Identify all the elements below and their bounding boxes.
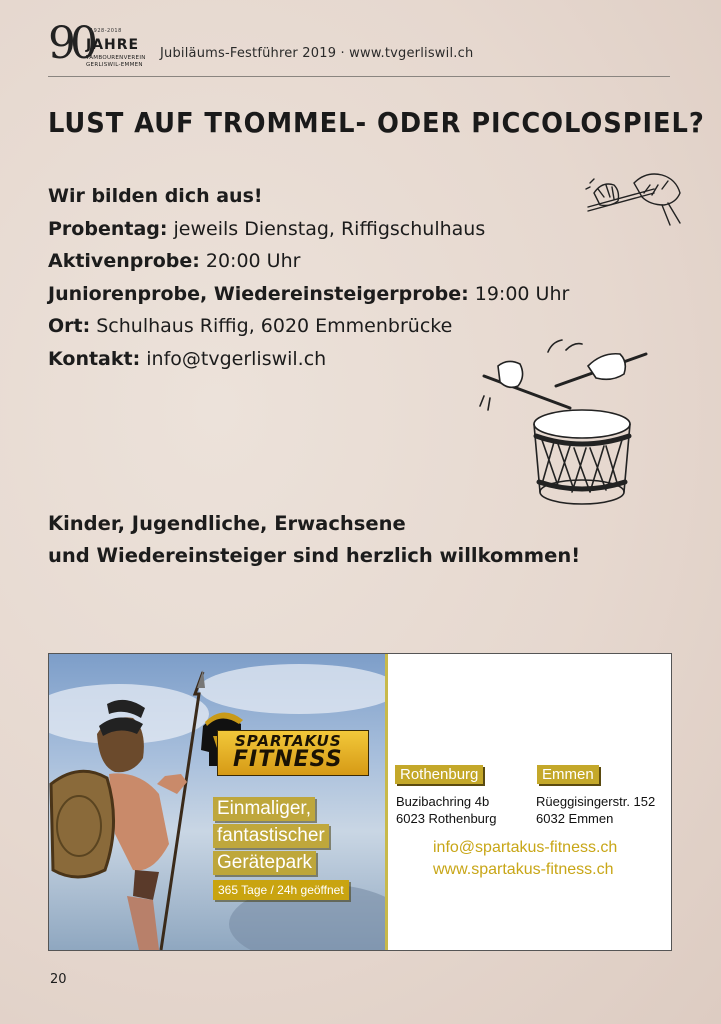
info-row-aktivenprobe xyxy=(48,245,569,278)
page-number: 20 xyxy=(50,972,67,987)
header-text: Jubiläums-Festführer 2019 · www.tvgerliswil.ch xyxy=(160,46,474,61)
info-row-probentag xyxy=(48,213,569,246)
address-city: 6023 Rothenburg xyxy=(396,811,497,826)
welcome-line2: und Wiedereinsteiger sind herzlich willkommen! xyxy=(48,544,581,567)
slogan-line: Einmaliger, xyxy=(213,797,315,821)
info-value: jeweils Dienstag, Riffigschulhaus xyxy=(167,217,486,240)
slogan-line: fantastischer xyxy=(213,824,329,848)
spartakus-fitness-ad[interactable] xyxy=(48,653,672,951)
ad-website-link[interactable]: www.spartakus-fitness.ch xyxy=(433,861,614,878)
address-city: 6032 Emmen xyxy=(536,811,614,826)
logo-org xyxy=(86,55,146,69)
welcome-line1: Kinder, Jugendliche, Erwachsene xyxy=(48,512,406,535)
info-label: Juniorenprobe, Wiedereinsteigerprobe: xyxy=(48,282,469,305)
brand-name-line2: FITNESS xyxy=(233,747,343,772)
brand-name-line1: SPARTAKUS xyxy=(235,732,342,750)
ad-contact xyxy=(433,837,617,881)
header-divider xyxy=(48,76,670,77)
info-value: Schulhaus Riffig, 6020 Emmenbrücke xyxy=(90,315,453,337)
location-label-emmen: Emmen xyxy=(537,765,599,784)
location-label-rothenburg: Rothenburg xyxy=(395,765,483,784)
drum-illustration xyxy=(478,336,658,518)
logo-word: JAHRE xyxy=(86,37,140,53)
logo-org-line2: GERLISWIL-EMMEN xyxy=(86,62,143,68)
address-street: Rüeggisingerstr. 152 xyxy=(536,794,656,809)
info-label: Ort: xyxy=(48,315,91,337)
logo-number: 90 xyxy=(48,18,92,69)
info-label: Probentag: xyxy=(48,217,168,240)
piccolo-hands-illustration xyxy=(584,163,684,229)
info-row-juniorenprobe xyxy=(48,278,569,311)
page-title: LUST AUF TROMMEL- ODER PICCOLOSPIEL? xyxy=(48,106,705,139)
info-value: info@tvgerliswil.ch xyxy=(140,347,327,370)
slogan-line: Gerätepark xyxy=(213,851,316,875)
info-intro xyxy=(48,180,569,213)
address-rothenburg xyxy=(396,793,496,827)
ad-email-link[interactable]: info@spartakus-fitness.ch xyxy=(433,839,618,856)
info-label: Aktivenprobe: xyxy=(48,250,200,272)
address-emmen xyxy=(536,793,655,827)
ad-image-panel xyxy=(49,654,385,950)
ad-slogan xyxy=(213,797,329,878)
info-label: Kontakt: xyxy=(48,347,141,370)
ad-divider xyxy=(385,654,388,950)
address-street: Buzibachring 4b xyxy=(396,794,490,809)
opening-hours-badge: 365 Tage / 24h geöffnet xyxy=(213,880,349,900)
logo-years: 1928-2018 xyxy=(90,28,122,34)
spartan-warrior-figure xyxy=(49,674,199,950)
logo-org-line1: TAMBOURENVEREIN xyxy=(86,55,146,61)
info-value: 19:00 Uhr xyxy=(468,282,570,305)
anniversary-logo xyxy=(48,18,146,74)
intro-text: Wir bilden dich aus! xyxy=(48,185,263,207)
welcome-message xyxy=(48,508,580,572)
info-value: 20:00 Uhr xyxy=(199,250,301,272)
